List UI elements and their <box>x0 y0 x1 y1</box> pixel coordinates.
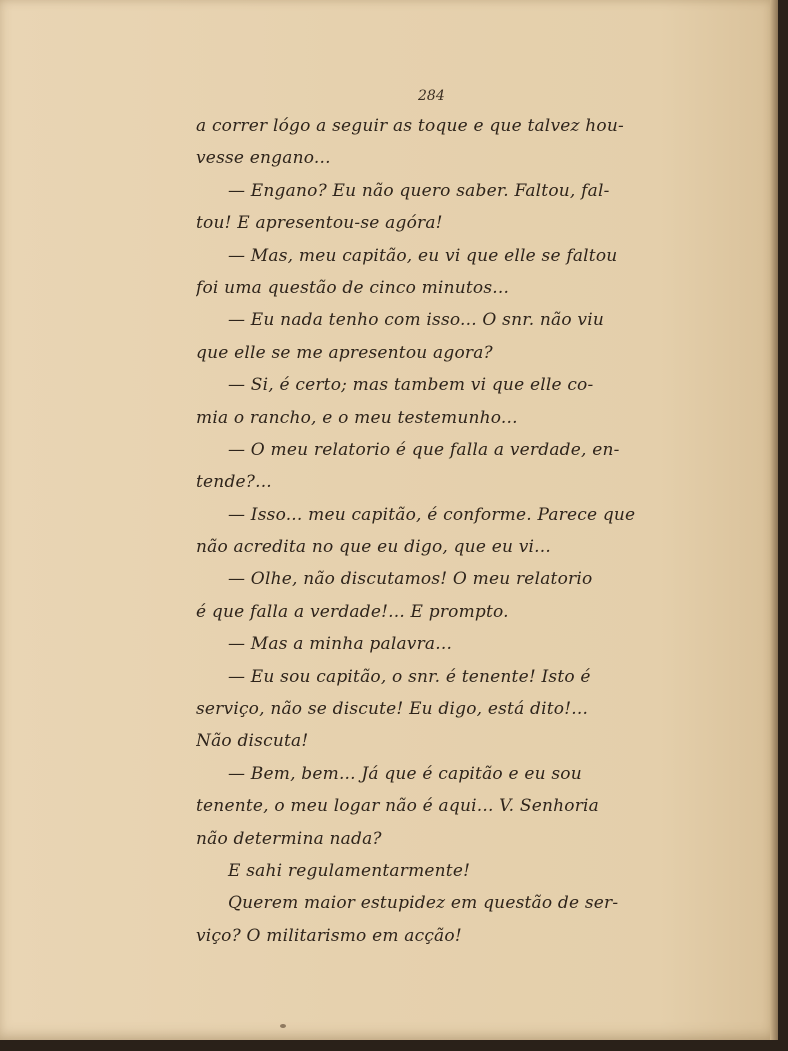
text-line: serviço, não se discute! Eu digo, está dito!... <box>196 699 589 720</box>
text-line: não determina nada? <box>196 828 382 849</box>
handwritten-text-block <box>196 110 680 952</box>
text-line: — Mas, meu capitão, eu vi que elle se faltou <box>228 245 618 266</box>
text-line: tenente, o meu logar não é aqui... V. Senhoria <box>196 796 599 817</box>
text-line: é que falla a verdade!... E prompto. <box>196 601 509 622</box>
text-line: Querem maior estupidez em questão de ser- <box>228 893 619 914</box>
page-edge <box>770 0 778 1040</box>
text-line: vesse engano... <box>196 148 331 169</box>
text-line: — Eu sou capitão, o snr. é tenente! Isto é <box>228 666 591 687</box>
text-line: foi uma questão de cinco minutos... <box>196 277 510 298</box>
text-line: não acredita no que eu digo, que eu vi... <box>196 537 551 558</box>
text-line: — O meu relatorio é que falla a verdade, en- <box>228 439 620 460</box>
text-line: tou! E apresentou-se agóra! <box>196 213 443 234</box>
text-line: — Isso... meu capitão, é conforme. Parece que <box>228 504 636 525</box>
text-line: — Eu nada tenho com isso... O snr. não viu <box>228 310 605 331</box>
text-line: mia o rancho, e o meu testemunho... <box>196 407 518 428</box>
text-line: — Bem, bem... Já que é capitão e eu sou <box>228 763 582 784</box>
text-line: — Si, é certo; mas tambem vi que elle co- <box>228 375 594 396</box>
ink-spot <box>280 1024 286 1028</box>
text-line: que elle se me apresentou agora? <box>196 342 493 363</box>
text-line: viço? O militarismo em acção! <box>196 925 462 946</box>
text-line: a correr lógo a seguir as toque e que talvez hou- <box>196 116 624 136</box>
page-number: 284 <box>418 88 445 104</box>
text-line: Não discuta! <box>196 731 309 752</box>
text-line: — Olhe, não discutamos! O meu relatorio <box>228 569 593 590</box>
text-line: tende?... <box>196 472 272 493</box>
text-line: — Engano? Eu não quero saber. Faltou, fal- <box>228 180 610 201</box>
text-line: — Mas a minha palavra... <box>228 634 453 655</box>
text-line: E sahi regulamentarmente! <box>228 860 471 881</box>
